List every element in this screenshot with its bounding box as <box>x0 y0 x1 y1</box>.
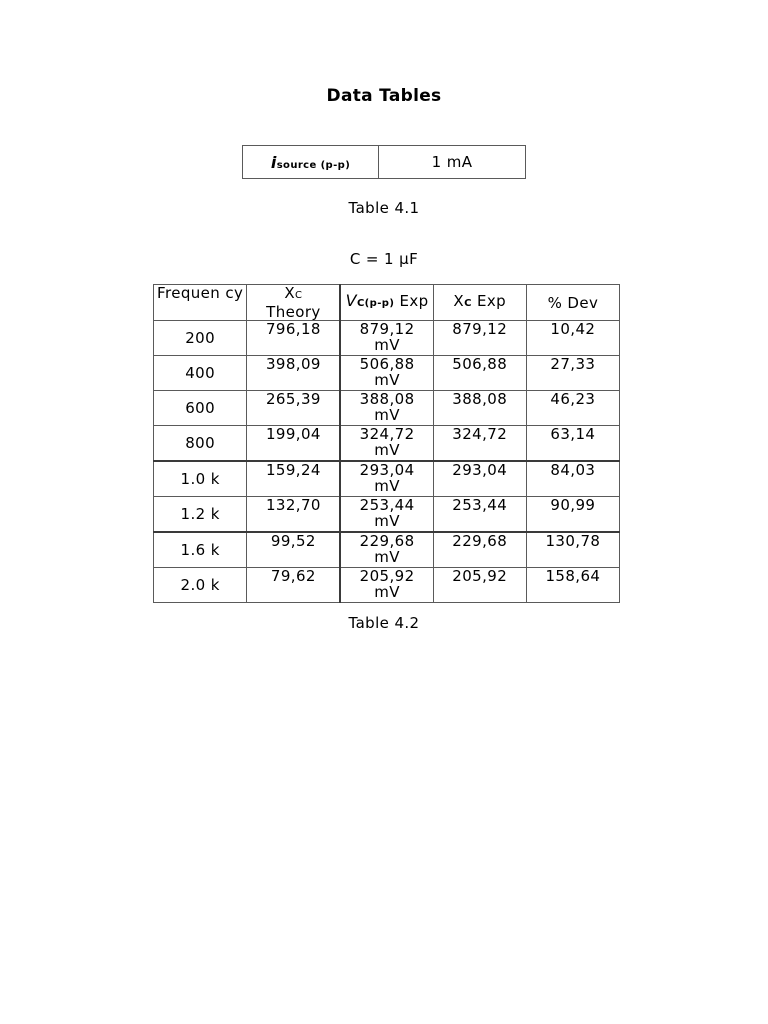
vc-exp-value: 205,92 <box>359 567 415 585</box>
vc-exp-unit: mV <box>374 477 400 495</box>
vc-exp-unit: mV <box>374 441 400 459</box>
table-4-2-caption: Table 4.2 <box>348 614 420 632</box>
source-current-table <box>242 145 526 179</box>
cell-vc-exp <box>340 321 433 356</box>
cell-xc-exp: 324,72 <box>433 426 526 462</box>
cell-xc-exp: 879,12 <box>433 321 526 356</box>
vc-exp-unit: mV <box>374 583 400 601</box>
vc-exp-unit: mV <box>374 371 400 389</box>
cell-xc-theory: 159,24 <box>247 461 341 497</box>
cell-percent-dev: 27,33 <box>526 356 619 391</box>
header-vc-exp <box>340 285 433 321</box>
cell-frequency: 1.2 k <box>154 497 247 533</box>
cell-vc-exp <box>340 461 433 497</box>
table-4-1-caption: Table 4.1 <box>348 199 420 217</box>
xc-exp-symbol: X <box>453 292 465 310</box>
vc-exp-unit: mV <box>374 548 400 566</box>
vc-exp-value: 388,08 <box>359 390 415 408</box>
vc-word: Exp <box>394 292 429 310</box>
table-row <box>243 146 526 179</box>
page-title: Data Tables <box>326 86 442 106</box>
cell-percent-dev: 90,99 <box>526 497 619 533</box>
cell-frequency: 1.0 k <box>154 461 247 497</box>
cell-percent-dev: 63,14 <box>526 426 619 462</box>
capacitance-label: C = 1 μF <box>349 250 419 268</box>
vc-exp-value: 506,88 <box>359 355 415 373</box>
xc-theory-word: Theory <box>266 303 321 321</box>
vc-exp-unit: mV <box>374 406 400 424</box>
cell-xc-exp: 229,68 <box>433 532 526 568</box>
cell-vc-exp <box>340 391 433 426</box>
vc-exp-unit: mV <box>374 336 400 354</box>
cell-xc-exp: 506,88 <box>433 356 526 391</box>
vc-exp-value: 879,12 <box>359 320 415 338</box>
table-row <box>154 461 620 497</box>
table-row <box>154 497 620 533</box>
header-frequency: Frequen cy <box>154 285 247 321</box>
header-xc-exp <box>433 285 526 321</box>
cell-vc-exp <box>340 497 433 533</box>
source-current-value: 1 mA <box>379 146 526 179</box>
cell-xc-theory: 99,52 <box>247 532 341 568</box>
cell-frequency: 2.0 k <box>154 568 247 603</box>
cell-frequency: 1.6 k <box>154 532 247 568</box>
xc-exp-subscript: C <box>464 298 472 309</box>
table-row <box>154 321 620 356</box>
table-row <box>154 532 620 568</box>
source-current-label <box>243 146 379 179</box>
table-row <box>154 568 620 603</box>
cell-percent-dev: 10,42 <box>526 321 619 356</box>
cell-percent-dev: 46,23 <box>526 391 619 426</box>
header-row <box>154 285 620 321</box>
cell-frequency: 600 <box>154 391 247 426</box>
cell-vc-exp <box>340 356 433 391</box>
cell-vc-exp <box>340 568 433 603</box>
xc-theory-subscript: C <box>295 290 303 301</box>
cell-xc-exp: 253,44 <box>433 497 526 533</box>
cell-frequency: 400 <box>154 356 247 391</box>
xc-exp-word: Exp <box>471 292 507 310</box>
table-row <box>154 426 620 462</box>
cell-frequency: 800 <box>154 426 247 462</box>
cell-xc-theory: 265,39 <box>247 391 341 426</box>
vc-exp-value: 324,72 <box>359 425 415 443</box>
cell-percent-dev: 84,03 <box>526 461 619 497</box>
table-row <box>154 391 620 426</box>
cell-xc-theory: 398,09 <box>247 356 341 391</box>
cell-xc-exp: 205,92 <box>433 568 526 603</box>
vc-exp-value: 229,68 <box>359 532 415 550</box>
current-symbol: i <box>270 152 277 172</box>
cell-xc-theory: 796,18 <box>247 321 341 356</box>
vc-exp-value: 293,04 <box>359 461 415 479</box>
table-row <box>154 356 620 391</box>
header-percent-dev: % Dev <box>526 285 619 321</box>
vc-exp-unit: mV <box>374 512 400 530</box>
cell-xc-theory: 79,62 <box>247 568 341 603</box>
cell-percent-dev: 130,78 <box>526 532 619 568</box>
header-xc-theory <box>247 285 341 321</box>
cell-frequency: 200 <box>154 321 247 356</box>
vc-subscript: C(p-p) <box>356 298 395 309</box>
cell-xc-exp: 388,08 <box>433 391 526 426</box>
reactance-table <box>153 284 620 603</box>
cell-percent-dev: 158,64 <box>526 568 619 603</box>
cell-xc-theory: 199,04 <box>247 426 341 462</box>
cell-xc-theory: 132,70 <box>247 497 341 533</box>
cell-vc-exp <box>340 426 433 462</box>
vc-exp-value: 253,44 <box>359 496 415 514</box>
vc-symbol: V <box>345 291 357 310</box>
current-subscript: source (p-p) <box>276 159 351 171</box>
xc-theory-symbol: X <box>284 284 296 302</box>
cell-xc-exp: 293,04 <box>433 461 526 497</box>
cell-vc-exp <box>340 532 433 568</box>
